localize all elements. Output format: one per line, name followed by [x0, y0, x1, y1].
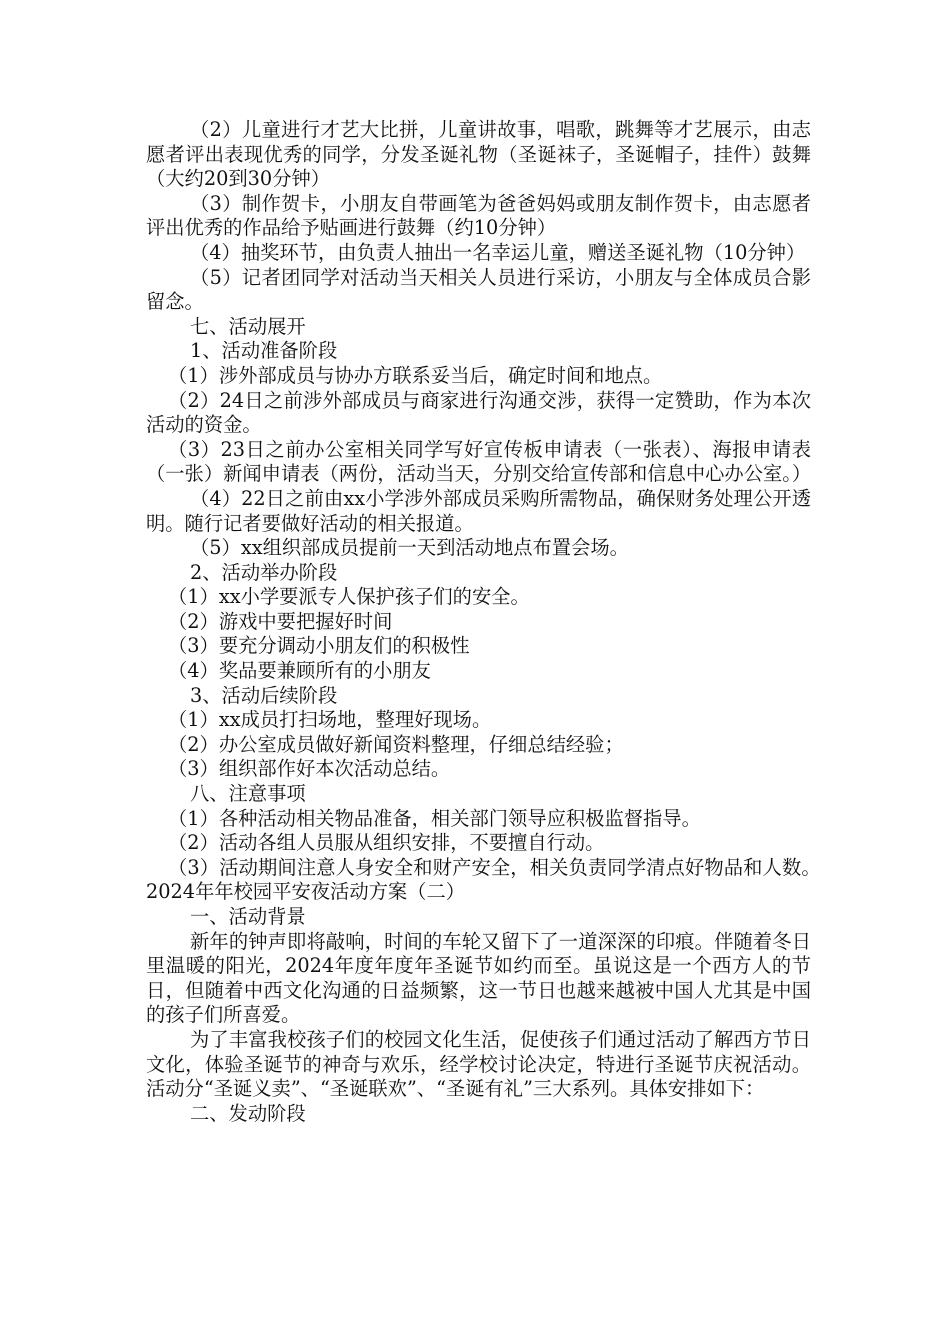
- subheading-followup-stage: 3、活动后续阶段: [190, 683, 338, 707]
- section-heading-mobilization: 二、发动阶段: [190, 1101, 306, 1125]
- paragraph-host-2: （2）游戏中要把握好时间: [168, 609, 393, 633]
- section-heading-background: 一、活动背景: [190, 905, 306, 928]
- paragraph-prep-3: （3）23日之前办公室相关同学写好宣传板申请表（一张表）、海报申请表（一张）新闻申请表（两份，活动当天，分别交给宣传部和信息中心办公室。）: [146, 437, 812, 486]
- paragraph-host-3: （3）要充分调动小朋友们的积极性: [168, 634, 470, 658]
- subheading-preparation-stage: 1、活动准备阶段: [190, 339, 338, 363]
- paragraph-followup-2: （2）办公室成员做好新闻资料整理，仔细总结经验；: [168, 732, 624, 756]
- paragraph-prep-2: （2）24日之前涉外部成员与商家进行沟通交涉，获得一定赞助，作为本次活动的资金。: [146, 388, 811, 437]
- paragraph-followup-1: （1）xx成员打扫场地，整理好现场。: [168, 708, 492, 732]
- paragraph-lottery: （4）抽奖环节，由负责人抽出一名幸运儿童，赠送圣诞礼物（10分钟）: [190, 240, 806, 264]
- paragraph-background-1: 新年的钟声即将敲响，时间的车轮又留下了一道深深的印痕。伴随着冬日里温暖的阳光，2024年度年度年圣诞节如约而至。虽说这是一个西方人的节日，但随着中西文化沟通的日益频繁，这一节日也越来越被中国人尤其是中国的孩子们所喜爱。: [146, 929, 811, 1027]
- subheading-hosting-stage: 2、活动举办阶段: [190, 560, 338, 584]
- document-body: [146, 118, 850, 1126]
- paragraph-prep-1: （1）涉外部成员与协办方联系妥当后，确定时间和地点。: [168, 363, 663, 387]
- paragraph-prep-5: （5）xx组织部成员提前一天到活动地点布置会场。: [190, 536, 629, 560]
- section-heading-notes: 八、注意事项: [190, 782, 306, 806]
- paragraph-prep-4: （4）22日之前由xx小学涉外部成员采购所需物品，确保财务处理公开透明。随行记者要做好活动的相关报道。: [146, 486, 811, 535]
- paragraph-host-1: （1）xx小学要派专人保护孩子们的安全。: [168, 585, 530, 609]
- section-heading-activity-development: 七、活动展开: [190, 314, 306, 338]
- paragraph-greeting-cards: （3）制作贺卡，小朋友自带画笔为爸爸妈妈或朋友制作贺卡，由志愿者评出优秀的作品给予贴画进行鼓舞（约10分钟）: [146, 191, 811, 240]
- paragraph-note-3: （3）活动期间注意人身安全和财产安全，相关负责同学清点好物品和人数。 2024年年校园平安夜活动方案（二）: [146, 855, 850, 904]
- paragraph-followup-3: （3）组织部作好本次活动总结。: [168, 757, 451, 781]
- paragraph-host-4: （4）奖品要兼顾所有的小朋友: [168, 659, 431, 683]
- paragraph-talent-show: （2）儿童进行才艺大比拼，儿童讲故事，唱歌，跳舞等才艺展示，由志愿者评出表现优秀的同学，分发圣诞礼物（圣诞袜子，圣诞帽子，挂件）鼓舞（大约20到30分钟）: [146, 118, 811, 191]
- paragraph-background-2: 为了丰富我校孩子们的校园文化生活，促使孩子们通过活动了解西方节日文化，体验圣诞节的神奇与欢乐，经学校讨论决定，特进行圣诞节庆祝活动。活动分“圣诞义卖”、“圣诞联欢”、“圣诞有礼”三大系列。具体安排如下：: [146, 1027, 811, 1101]
- paragraph-note-2: （2）活动各组人员服从组织安排，不要擅自行动。: [168, 831, 605, 855]
- paragraph-interviews: （5）记者团同学对活动当天相关人员进行采访，小朋友与全体成员合影留念。: [146, 265, 811, 314]
- paragraph-note-1: （1）各种活动相关物品准备，相关部门领导应积极监督指导。: [168, 806, 701, 830]
